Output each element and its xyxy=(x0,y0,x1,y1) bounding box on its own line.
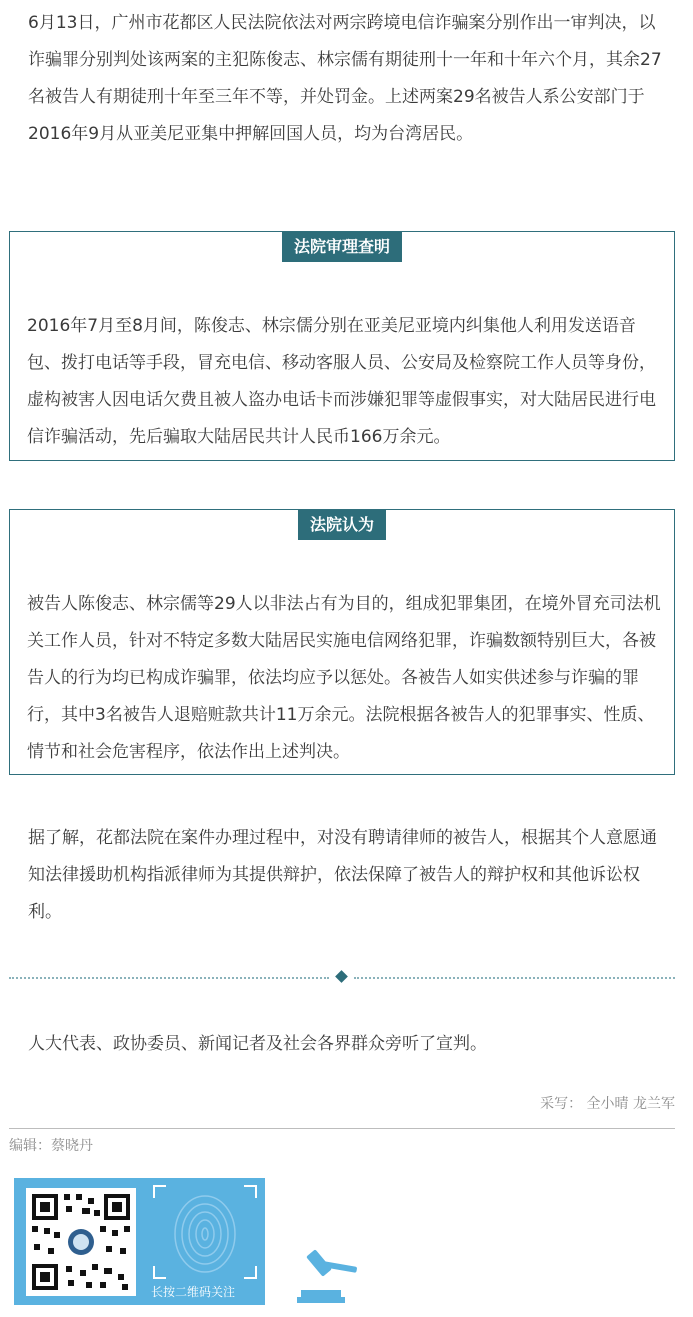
intro-paragraph: 6月13日，广州市花都区人民法院依法对两宗跨境电信诈骗案分别作出一审判决，以诈骗罪分别判处该两案的主犯陈俊志、林宗儒有期徒刑十一年和十年六个月，其余27名被告人有期徒刑十年至三年不等，并处罚金。上述两案29名被告人系公安部门于2016年9月从亚美尼亚集中押解回国人员，均为台湾居民。 xyxy=(28,13,662,144)
divider-left xyxy=(9,977,329,979)
divider-right xyxy=(354,977,675,979)
editor-credit: 编辑：蔡晓丹 xyxy=(9,1138,93,1154)
audience-paragraph: 人大代表、政协委员、新闻记者及社会各界群众旁听了宣判。 xyxy=(28,1034,487,1054)
footer-divider xyxy=(9,1128,675,1129)
section-box-court-opinion xyxy=(9,509,675,775)
divider-diamond-icon xyxy=(335,970,348,983)
section-title: 法院审理查明 xyxy=(282,232,402,262)
section-box-trial-findings xyxy=(9,231,675,461)
gavel-icon xyxy=(295,1240,365,1305)
section-text: 2016年7月至8月间，陈俊志、林宗儒分别在亚美尼亚境内纠集他人利用发送语音包、拨打电话等手段，冒充电信、移动客服人员、公安局及检察院工作人员等身份，虚构被害人因电话欠费且被人盗办电话卡而涉嫌犯罪等虚假事实，对大陆居民进行电信诈骗活动，先后骗取大陆居民共计人民币166万余元。 xyxy=(27,316,656,447)
author-credit: 采写： 全小晴 龙兰军 xyxy=(540,1096,675,1112)
qr-caption: 长按二维码关注 xyxy=(151,1285,236,1299)
fingerprint-icon xyxy=(152,1184,258,1280)
section-text: 被告人陈俊志、林宗儒等29人以非法占有为目的，组成犯罪集团，在境外冒充司法机关工作人员，针对不特定多数大陆居民实施电信网络犯罪，诈骗数额特别巨大，各被告人的行为均已构成诈骗罪，依法均应予以惩处。各被告人如实供述参与诈骗的罪行，其中3名被告人退赔赃款共计11万余元。法院根据各被告人的犯罪事实、性质、情节和社会危害程序，依法作出上述判决。 xyxy=(27,594,661,762)
qr-follow-card[interactable] xyxy=(14,1178,265,1305)
section-title: 法院认为 xyxy=(298,510,386,540)
legal-aid-paragraph: 据了解，花都法院在案件办理过程中，对没有聘请律师的被告人，根据其个人意愿通知法律援助机构指派律师为其提供辩护，依法保障了被告人的辩护权和其他诉讼权利。 xyxy=(28,828,657,922)
qr-code-icon[interactable] xyxy=(26,1188,136,1296)
